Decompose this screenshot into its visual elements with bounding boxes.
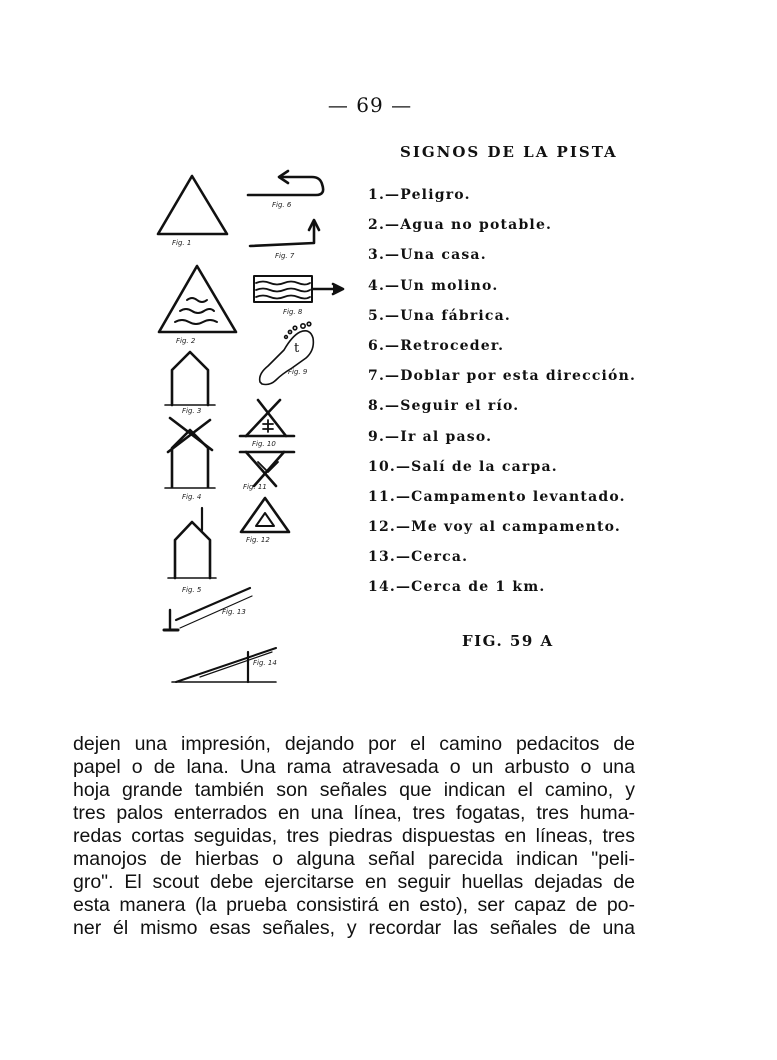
body-line: gro". El scout debe ejercitarse en seguir huellas dejadas de [73, 871, 635, 893]
sign-item-14: 14.—Cerca de 1 km. [368, 579, 546, 596]
sign-item-2: 2.—Agua no potable. [368, 217, 553, 234]
fig2-label: Fig. 2 [176, 337, 196, 345]
fig5-label: Fig. 5 [182, 586, 202, 594]
fig14-near-one-km-icon [172, 648, 277, 682]
sign-item-10: 10.—Salí de la carpa. [368, 458, 558, 475]
figure-caption: FIG. 59 A [462, 632, 554, 650]
sign-item-12: 12.—Me voy al campamento. [368, 519, 621, 536]
sign-item-8: 8.—Seguir el río. [368, 398, 520, 415]
fig10-tent-icon [240, 400, 294, 448]
sign-item-11: 11.—Campamento levantado. [368, 488, 626, 505]
body-line: ner él mismo esas señales, y recordar las señales de una [73, 917, 635, 939]
sign-item-3: 3.—Una casa. [368, 247, 487, 264]
fig3-house-icon [165, 352, 215, 415]
fig4-windmill-icon [165, 418, 215, 501]
fig9-footprint-icon [260, 322, 314, 384]
body-line: hoja grande también son señales que indican el camino, y [73, 779, 635, 801]
body-line: dejen una impresión, dejando por el camino pedacitos de [73, 733, 635, 755]
fig12-going-to-camp-icon [241, 498, 289, 544]
fig14-label: Fig. 14 [253, 659, 277, 667]
fig10-label: Fig. 10 [252, 440, 276, 448]
fig11-label: Fig. 11 [243, 483, 267, 491]
section-title: SIGNOS DE LA PISTA [400, 143, 618, 161]
body-line: esta manera (la prueba consistirá en esto), ser capaz de po- [73, 894, 635, 916]
sign-item-4: 4.—Un molino. [368, 277, 499, 294]
fig6-label: Fig. 6 [272, 201, 292, 209]
body-line: papel o de lana. Una rama atravesada o un arbusto o una [73, 756, 635, 778]
fig1-danger-triangle-icon [158, 176, 227, 247]
sign-item-7: 7.—Doblar por esta dirección. [368, 368, 637, 385]
sign-item-1: 1.—Peligro. [368, 187, 471, 203]
fig12-label: Fig. 12 [246, 536, 270, 544]
fig8-river-arrow-icon [254, 276, 343, 316]
fig7-label: Fig. 7 [275, 252, 295, 260]
fig6-go-back-arrow-icon [248, 171, 323, 209]
body-line: redas cortas seguidas, tres piedras dispuestas en líneas, tres [73, 825, 635, 847]
body-line: manojos de hierbas o alguna señal parecida indican "peli- [73, 848, 635, 870]
body-paragraph [73, 733, 635, 940]
fig13-near-icon [164, 588, 252, 630]
fig2-water-triangle-icon [159, 266, 236, 345]
sign-item-9: 9.—Ir al paso. [368, 428, 493, 445]
fig8-label: Fig. 8 [283, 308, 303, 316]
sign-item-13: 13.—Cerca. [368, 549, 469, 566]
fig9-letter: t [294, 341, 300, 356]
fig1-label: Fig. 1 [172, 239, 192, 247]
fig5-factory-icon [168, 508, 216, 594]
fig7-turn-arrow-icon [250, 220, 319, 260]
fig3-label: Fig. 3 [182, 407, 202, 415]
fig4-label: Fig. 4 [182, 493, 202, 501]
sign-item-6: 6.—Retroceder. [368, 337, 505, 354]
fig9-label: Fig. 9 [288, 368, 308, 376]
body-line: tres palos enterrados en una línea, tres fogatas, tres huma- [73, 802, 635, 824]
page-number: — 69 — [327, 93, 413, 117]
sign-item-5: 5.—Una fábrica. [368, 307, 511, 324]
fig11-camp-lifted-icon [240, 452, 294, 491]
fig13-label: Fig. 13 [222, 608, 246, 616]
